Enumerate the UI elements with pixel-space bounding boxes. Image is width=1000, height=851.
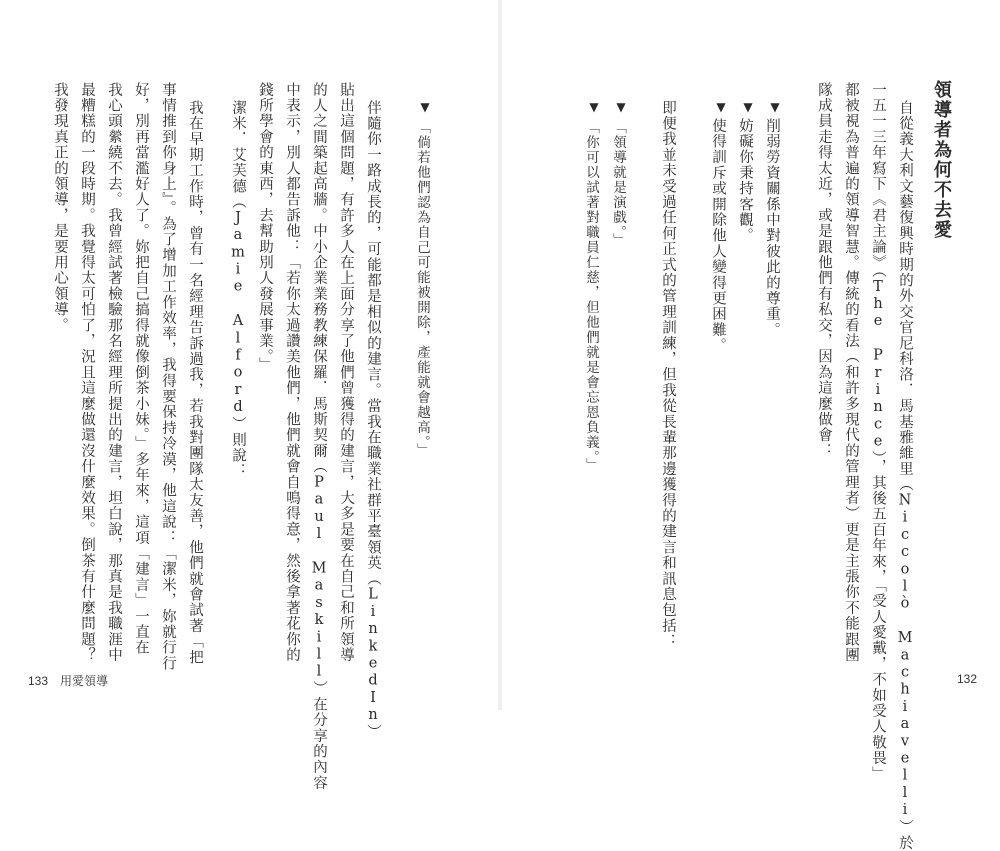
- triangle-bullet-icon: ▼: [768, 100, 782, 116]
- left-bullet-row: [412, 100, 436, 540]
- left-quote: 「倘若他們認為自己可能被開除，產能就會越高。」: [414, 120, 430, 459]
- right-bullet-2: [735, 100, 759, 360]
- triangle-bullet-icon: ▼: [741, 100, 755, 116]
- left-line-10: 的人之間築起高牆。中小企業業務教練保羅．馬斯契爾（Paul Maskill）在分享的內容: [311, 82, 327, 791]
- right-line-4: 隊成員走得太近，或是跟他們有私交，因為這麼做會：: [816, 82, 832, 459]
- left-line-12: 伴隨你一路成長的，可能都是相似的建言。當我在職業社群平臺領英（LinkedIn）: [365, 100, 381, 740]
- left-line-11: 貼出這個問題，有許多人在上面分享了他們曾獲得的建言，大多是要在自己和所領導: [338, 82, 354, 663]
- right-bullet-3: [708, 100, 732, 360]
- right-line-8: 即便我並未受過任何正式的管理訓練，但我從長輩那邊獲得的建言和訊息包括：: [660, 100, 676, 650]
- right-bullet-4: [608, 100, 632, 300]
- section-heading: 領導者為何不去愛: [931, 80, 952, 240]
- triangle-bullet-icon: ▼: [614, 100, 628, 116]
- bullet-text: 削弱勞資關係中對彼此的尊重。: [764, 118, 780, 338]
- right-quote-2: 「你可以試著對職員仁慈，但他們就是會忘恩負義。」: [583, 120, 599, 474]
- bullet-text: 使得訓斥或開除他人變得更困難。: [710, 118, 726, 354]
- right-quote-1: 「領導就是演戲。」: [610, 120, 626, 249]
- left-line-4: 好，別再當濫好人了。妳把自己搞得就像倒茶小妹。」多年來，這項「建言」一直在: [133, 82, 149, 656]
- left-page: [0, 0, 498, 791]
- triangle-bullet-icon: ▼: [418, 100, 432, 116]
- right-line-3: 都被視為普遍的領導智慧。傳統的看法（和許多現代的管理者）更是主張你不能跟團: [843, 82, 859, 663]
- left-line-8: 錢所學會的東西，去幫助別人發展事業。」: [257, 82, 273, 374]
- right-line-1: 自從義大利文藝復興時期的外交官尼科洛．馬基雅維里（Niccolò Machiavelli）於: [897, 100, 913, 851]
- right-page: [502, 0, 1000, 851]
- left-line-6: 我在早期工作時，曾有一名經理告訴過我，若我對團隊太友善，他們就會試著「把: [187, 100, 203, 666]
- right-bullet-1: [762, 100, 786, 360]
- left-line-7: 潔米．艾芙德（Jamie Alford）則說：: [230, 100, 246, 480]
- left-line-5: 事情推到你身上』。為了增加工作效率，我得要保持冷漠，他這說：「潔米，妳就行行: [160, 82, 176, 672]
- left-line-2: 最糟糕的一段時期。我覺得太可怕了，況且這麼做還沒什麼效果。倒茶有什麼問題？: [79, 82, 95, 663]
- right-folio: 132: [957, 672, 978, 686]
- left-line-9: 中表示，別人都告訴他：「若你太過讚美他們，他們就會自鳴得意，然後拿著花你的: [284, 82, 300, 663]
- triangle-bullet-icon: ▼: [714, 100, 728, 116]
- right-bullet-5: [581, 100, 605, 480]
- left-line-1: 我發現真正的領導，是要用心領導。: [52, 82, 68, 334]
- right-line-2: 一五一三年寫下《君主論》（The Prince），其後五百年來，「受人愛戴，不如受人敬畏」: [870, 82, 886, 782]
- bullet-text: 妨礙你秉持客觀。: [737, 118, 753, 244]
- left-folio: 133 用愛領導: [28, 674, 109, 688]
- left-line-3: 我心頭縈繞不去。我曾經試著檢驗那名經理所提出的建言，坦白說，那真是我職涯中: [106, 82, 122, 663]
- triangle-bullet-icon: ▼: [587, 100, 601, 116]
